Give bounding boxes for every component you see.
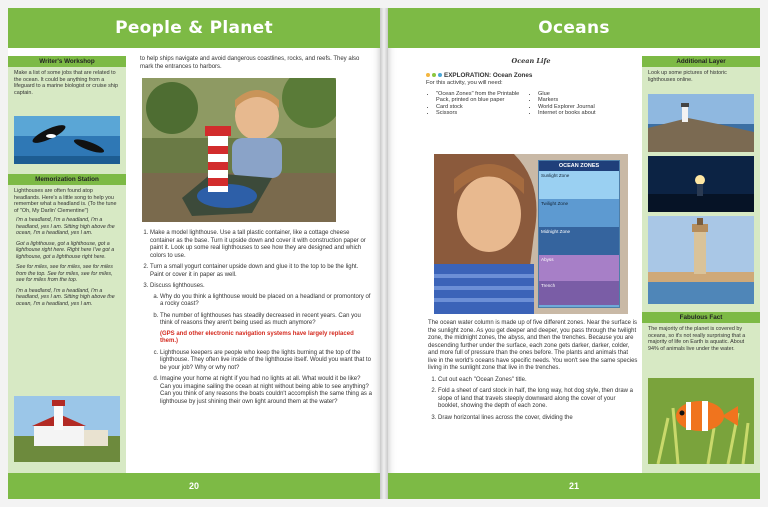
step-text: Discuss lighthouses. (150, 283, 205, 289)
lighthouse-harbor-photo (648, 216, 754, 304)
fabulous-fact-title: Fabulous Fact (642, 312, 760, 323)
booklet-zone: Trench (539, 281, 619, 305)
question-text: Lighthouse keepers are people who keep the lights burning at the top of the lighthouse. They often live inside of the lighthouse itself. Would you want that to be your job? Why or why not? (160, 349, 371, 371)
writers-workshop-title: Writer's Workshop (8, 56, 126, 67)
step-item (150, 283, 372, 406)
song-verse: Got a lighthouse, got a lighthouse, got a lighthouse right here. Right here I've got a lighthouse, got a lighthouse right here. (16, 240, 115, 260)
section-heading: Ocean Life (511, 57, 551, 65)
step-item (438, 388, 638, 411)
exploration-heading (426, 72, 636, 80)
lighthouse-night-photo (648, 156, 754, 212)
step-item (438, 377, 638, 385)
right-page (388, 8, 760, 499)
song-verse: See for miles, see for miles, see for miles from the top. See for miles, see for miles, see for miles from the top. (16, 264, 113, 284)
writers-workshop-text: Make a list of some jobs that are related to the ocean. It could be anything from a lifeguard to a marine biologist or cruise ship captain. (14, 70, 118, 96)
booklet-zone: Twilight Zone (539, 199, 619, 227)
booklet-header: OCEAN ZONES (539, 161, 619, 171)
additional-layer-text: Look up some pictures of historic lighthouses online. (648, 70, 727, 83)
materials-intro: For this activity, you will need: (426, 80, 503, 86)
additional-layer-title: Additional Layer (642, 56, 760, 67)
boy-lighthouse-photo (142, 78, 336, 222)
step-text: Make a model lighthouse. Use a tall plastic container, like a cottage cheese container as the base. Turn it upside down and cover it with construction paper or paint it. Look up some real lighthouses to see how they are designed and which colors to use. (150, 230, 366, 259)
left-steps-column (140, 230, 372, 410)
material-item: • Scissors (436, 110, 522, 117)
step-text: Fold a sheet of card stock in half, the long way, hot dog style, then draw a slope of land that travels steeply downward along the cover of your booklet, showing the depth of each zone. (438, 388, 633, 409)
color-dot-icon (426, 73, 430, 77)
discussion-questions (150, 294, 372, 407)
lighthouse-cliff-photo (648, 94, 754, 152)
right-main-column (426, 58, 636, 117)
song-verse: I'm a headland, I'm a headland, I'm a headland, yes I am. Sitting high above the ocean, I'm a headland, yes I am. (16, 217, 115, 237)
question-item (160, 376, 372, 406)
material-item: • Internet or books about (538, 110, 628, 117)
orca-photo (14, 116, 120, 164)
memorization-station-title: Memorization Station (8, 174, 126, 185)
right-page-title: Oceans (538, 18, 610, 38)
exploration-title: EXPLORATION: Ocean Zones (444, 71, 533, 79)
question-item (160, 294, 372, 309)
material-item: • Card stock (436, 104, 522, 111)
fabulous-fact-text: The majority of the planet is covered by oceans, so it's not really surprising that a majority of life on Earth is aquatic. About 94% of animals live under the water. (648, 326, 746, 352)
intro-text: to help ships navigate and avoid dangerous coastlines, rocks, and reefs. They also mark the entrances to harbors. (140, 56, 360, 70)
step-text: Turn a small yogurt container upside down and glue it to the top to be the light. Paint or cover it in paper as well. (150, 264, 359, 278)
step-item (150, 264, 372, 279)
color-dot-icon (438, 73, 442, 77)
right-sidebar (642, 56, 760, 473)
question-item (160, 313, 372, 346)
step-item (150, 230, 372, 260)
clownfish-photo (648, 378, 754, 464)
left-sidebar (8, 56, 126, 473)
left-main-column (140, 56, 370, 75)
answer-note: (GPS and other electronic navigation systems have largely replaced them.) (160, 330, 354, 344)
left-page-title: People & Planet (115, 18, 273, 38)
booklet-zone: Abyss (539, 255, 619, 281)
materials-list-2 (528, 91, 628, 117)
right-page-number: 21 (568, 481, 579, 491)
material-item: • World Explorer Journal (538, 104, 628, 111)
memorization-station-text: Lighthouses are often found atop headlands. Here's a little song to help you remember what a headland is. (To the tune of "Oh, My Darlin' Clementine") (14, 188, 117, 214)
left-page-number: 20 (188, 481, 199, 491)
lighthouse-house-photo (14, 396, 120, 462)
left-page-header (8, 8, 380, 48)
materials-list-1 (426, 91, 522, 117)
left-page-footer (8, 473, 380, 499)
question-text: Why do you think a lighthouse would be placed on a headland or promontory of a rocky coast? (160, 293, 371, 307)
step-text: Cut out each "Ocean Zones" title. (438, 376, 527, 383)
question-text: Imagine your home at night if you had no lights at all. What would it be like? Can you imagine sailing the ocean at night without being able to see anything? Can you think of any reasons the boats couldn't accomplish the same thing as a lighthouse by just shining their own light around them at the water? (160, 376, 372, 405)
material-item: • Glue (538, 91, 628, 98)
right-body-column (428, 320, 638, 426)
question-item (160, 350, 372, 373)
left-page (8, 8, 380, 499)
booklet-zone: Midnight Zone (539, 227, 619, 255)
material-item: • Markers (538, 97, 628, 104)
question-text: The number of lighthouses has steadily decreased in recent years. Can you think of reasons they aren't being used as much anymore? (160, 312, 361, 326)
book-spine (380, 8, 388, 499)
headland-song (8, 217, 126, 307)
song-verse: I'm a headland, I'm a headland, I'm a headland, yes I am. Sitting high above the ocean, I'm a headland, yes I am. (16, 287, 115, 307)
booklet-zone: Sunlight Zone (539, 171, 619, 199)
step-text: Draw horizontal lines across the cover, dividing the (438, 414, 573, 421)
color-dot-icon (432, 73, 436, 77)
ocean-zones-booklet (538, 160, 620, 308)
lighthouse-steps (140, 230, 372, 406)
right-page-header (388, 8, 760, 48)
ocean-zones-body: The ocean water column is made up of five different zones. Near the surface is the sunlight zone. As you get deeper and deeper, you pass through the twilight zone, the midnight zones, the abyss, and then the trenches. Because you are descending further under the surface, each zone gets darker, darker, colder, and more full of pressure than the ones before. The plants and animals that live in the world's oceans have specific needs. You won't see the same species living in the sunlight zone that live in the trenches. (428, 320, 638, 371)
right-page-footer (388, 473, 760, 499)
material-item: • "Ocean Zones" from the Printable Pack, printed on blue paper (436, 91, 522, 104)
ocean-steps (428, 377, 638, 423)
step-item (438, 415, 638, 423)
